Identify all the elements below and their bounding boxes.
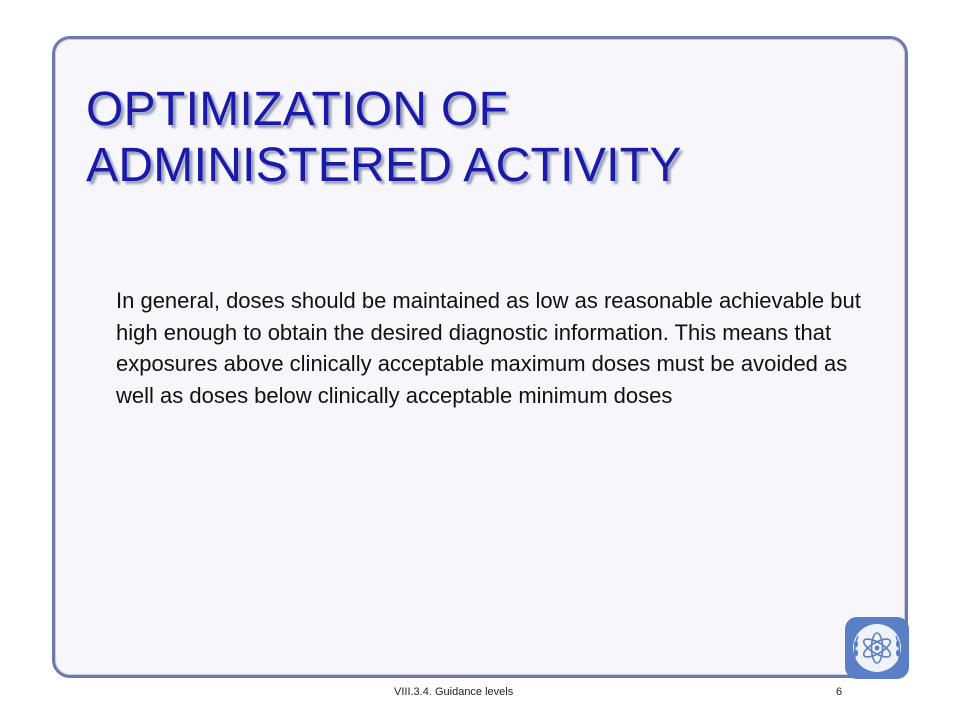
slide-title-line-2: ADMINISTERED ACTIVITY <box>86 138 682 192</box>
footer-label: VIII.3.4. Guidance levels <box>394 686 514 698</box>
slide-title-line-1: OPTIMIZATION OF <box>86 83 509 136</box>
slide-title <box>86 82 682 193</box>
page-number: 6 <box>836 686 843 698</box>
iaea-emblem-icon <box>844 616 910 680</box>
slide-body-text: In general, doses should be maintained as low as reasonable achievable but high enough to obtain the desired diagnostic information. This means that exposures above clinically acceptable maximum doses must be avoided as well as doses below clinically acceptable minimum doses <box>116 288 861 408</box>
